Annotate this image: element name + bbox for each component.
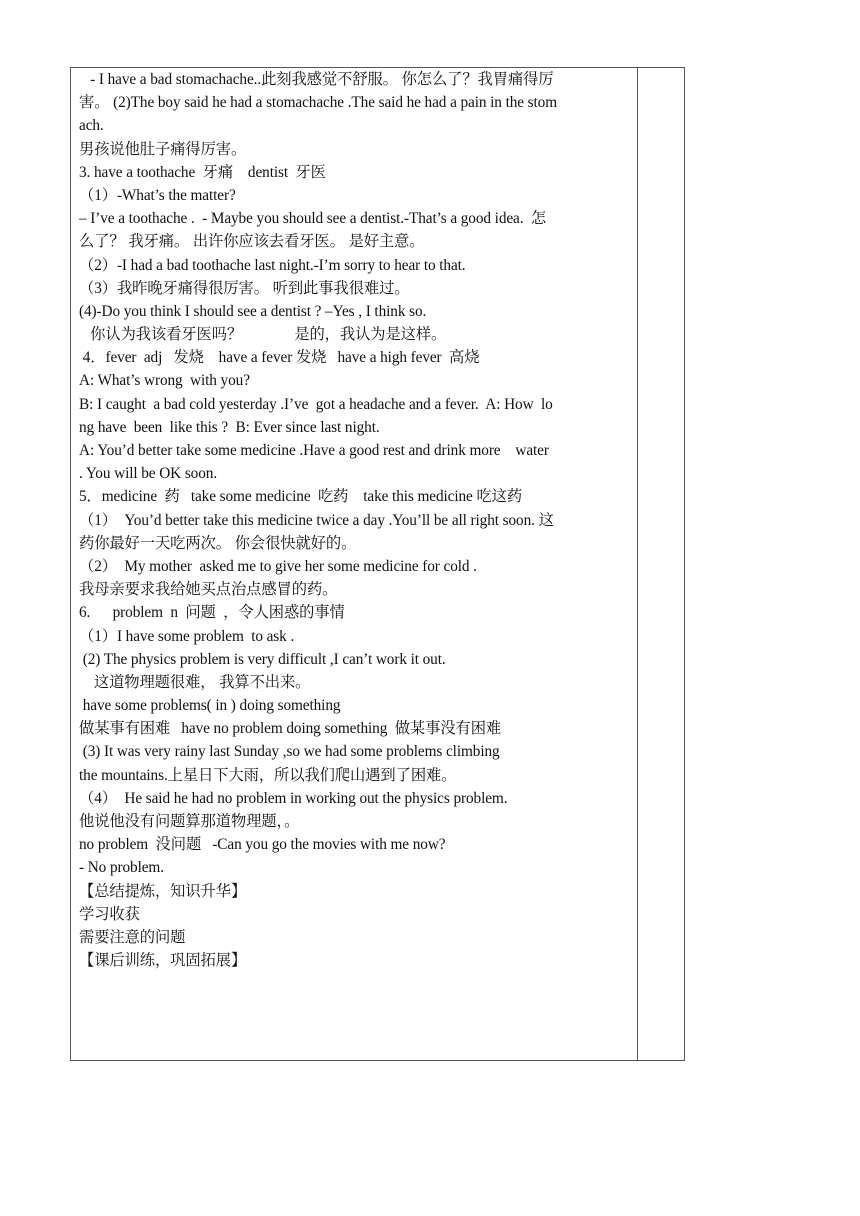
text-line: ng have been like this ? B: Ever since last night.	[79, 418, 380, 436]
text-line: （1） You’d better take this medicine twice a day .You’ll be all right soon. 这	[79, 511, 554, 529]
text-line: 他说他没有问题算那道物理题，。	[79, 813, 300, 830]
text-line: (2) The physics problem is very difficult ,I can’t work it out.	[79, 650, 446, 668]
text-line: 药你最好一天吃两次。 你会很快就好的。	[79, 534, 357, 552]
text-line: 5．medicine 药 take some medicine 吃药 take this medicine 吃这药	[79, 488, 523, 506]
text-line: the mountains.上星日下大雨，所以我们爬山遇到了困难。	[79, 766, 457, 784]
text-line: 男孩说他肚子痛得厉害。	[79, 140, 247, 158]
text-line: . You will be OK soon.	[79, 465, 218, 483]
text-line: 【课后训练，巩固拓展】	[79, 952, 247, 970]
text-line: 我母亲要求我给她买点治点感冒的药。	[79, 581, 338, 599]
text-line: （1）I have some problem to ask .	[79, 627, 295, 645]
column-divider	[637, 68, 638, 1060]
text-line: 你认为我该看牙医吗？ 是的，我认为是这样。	[79, 326, 447, 344]
text-line: (4)-Do you think I should see a dentist ? –Yes , I think so.	[79, 302, 427, 320]
text-line: 么了？ 我牙痛。 出许你应该去看牙医。 是好主意。	[79, 233, 425, 251]
text-line: no problem 没问题 -Can you go the movies with me now?	[79, 836, 446, 854]
text-line: 学习收获	[79, 905, 140, 923]
text-line: ach.	[79, 117, 104, 135]
text-line: 3. have a toothache 牙痛 dentist 牙医	[79, 163, 326, 181]
document-table	[70, 67, 685, 1061]
text-line: （2） My mother asked me to give her some medicine for cold .	[79, 557, 477, 575]
text-line: 4．fever adj 发烧 have a fever 发烧 have a high fever 高烧	[79, 349, 480, 367]
text-line: - I have a bad stomachache..此刻我感觉不舒服。 你怎么了？我胃痛得厉	[79, 71, 554, 88]
text-line: （4） He said he had no problem in working out the physics problem.	[79, 789, 508, 807]
text-line: A: You’d better take some medicine .Have a good rest and drink more water	[79, 442, 549, 459]
text-line: B: I caught a bad cold yesterday .I’ve got a headache and a fever. A: How lo	[79, 395, 553, 413]
text-line: （1）-What’s the matter?	[79, 186, 236, 204]
text-line: 害。 (2)The boy said he had a stomachache .The said he had a pain in the stom	[79, 94, 558, 112]
text-line: – I’ve a toothache . - Maybe you should see a dentist.-That’s a good idea. 怎	[79, 210, 547, 228]
text-line: have some problems( in ) doing something	[79, 697, 341, 715]
text-line: A: What’s wrong with you?	[79, 372, 250, 390]
text-line: 这道物理题很难， 我算不出来。	[79, 673, 311, 691]
text-line: - No problem.	[79, 859, 164, 877]
text-line: 需要注意的问题	[79, 928, 186, 946]
text-line: (3) It was very rainy last Sunday ,so we had some problems climbing	[79, 743, 500, 761]
text-line: 做某事有困难 have no problem doing something 做某事没有困难	[79, 720, 502, 738]
text-line: （2）-I had a bad toothache last night.-I’m sorry to hear to that.	[79, 256, 466, 274]
lesson-text	[79, 68, 633, 972]
text-line: （3）我昨晚牙痛得很厉害。 听到此事我很难过。	[79, 279, 410, 297]
text-line: 6. problem n 问题 ，令人困惑的事情	[79, 604, 345, 622]
text-line: 【总结提炼，知识升华】	[79, 882, 247, 900]
